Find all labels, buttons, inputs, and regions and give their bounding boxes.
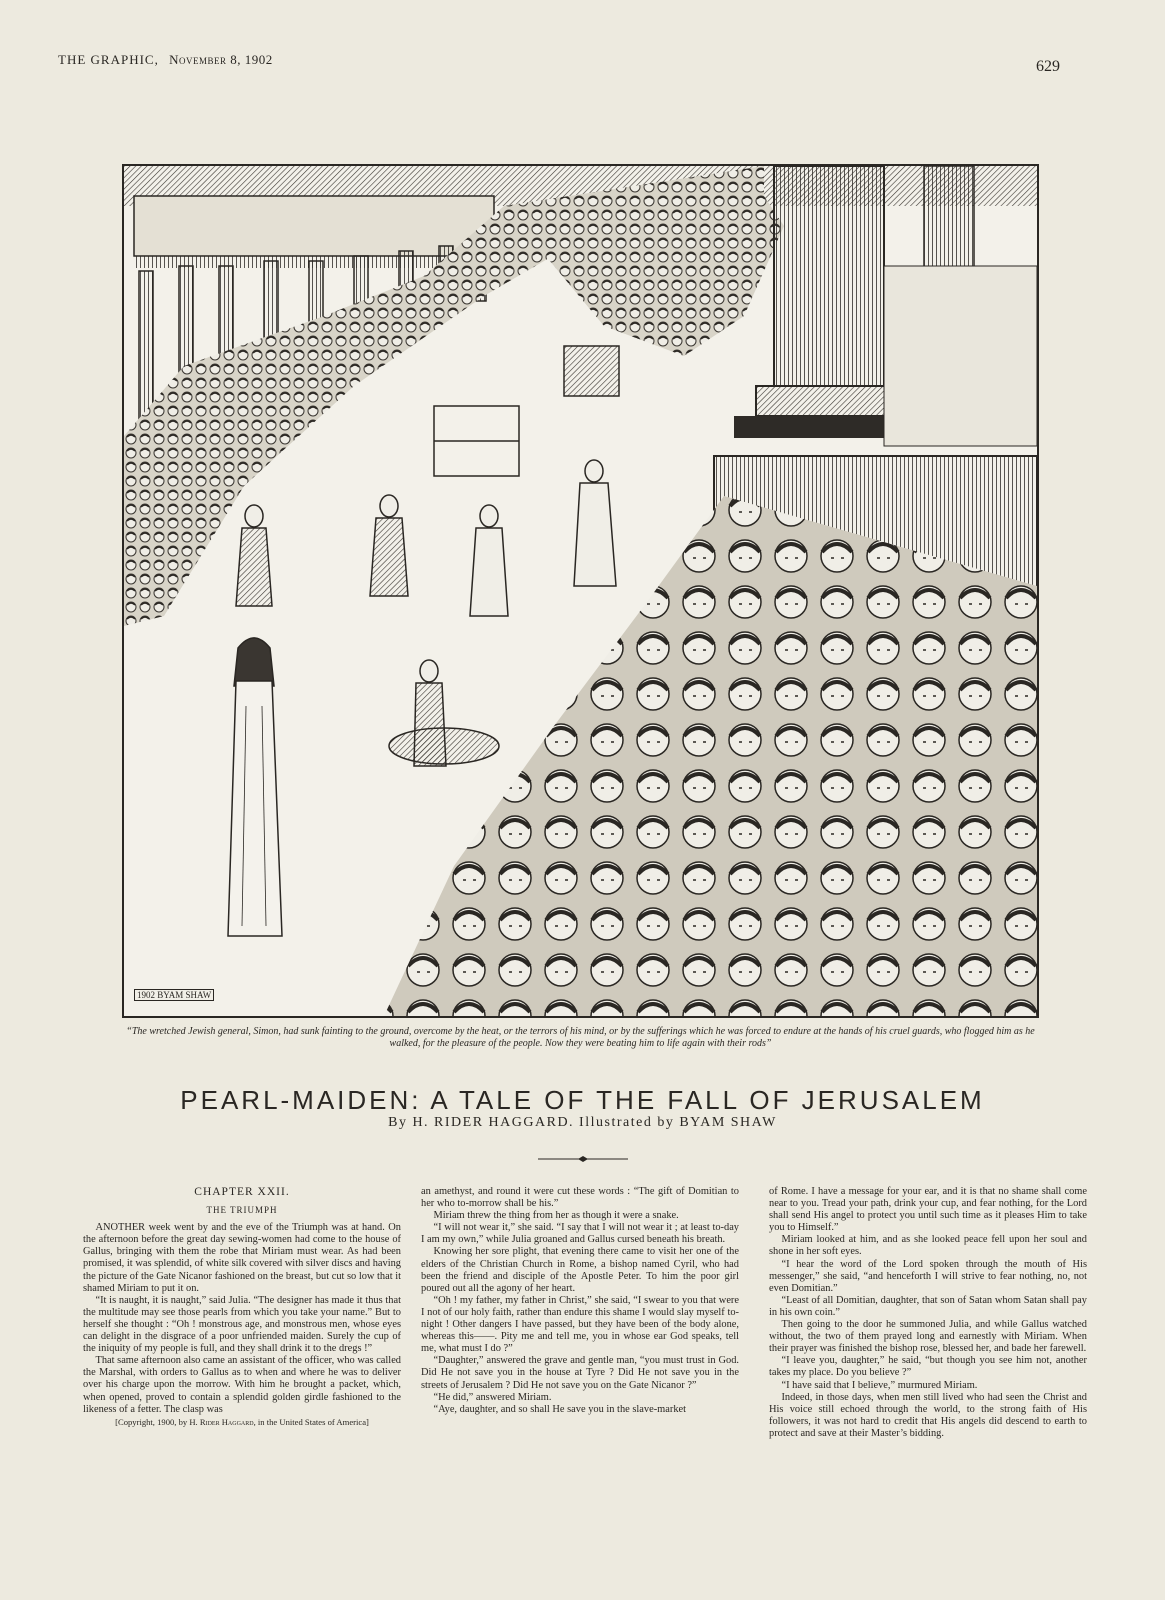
paragraph: an amethyst, and round it were cut these words : “The gift of Domitian to her who to-morrow shall be his.”	[421, 1186, 739, 1210]
paragraph: “I have said that I believe,” murmured Miriam.	[781, 1379, 978, 1391]
paragraph: “He did,” answered Miriam.	[433, 1391, 552, 1403]
paragraph: “Oh ! my father, my father in Christ,” she said, “I swear to you that were I not of our holy faith, rather than endure this shame I would slay myself to-night ! Other dangers I have passed, but they have been of the body alone, whereas this——. Pity me and tell me, you in whose ear God speaks, tell me, what must I do ?”	[421, 1294, 739, 1355]
copyright-notice	[83, 1416, 401, 1428]
paragraph: “I hear the word of the Lord spoken through the mouth of His messenger,” she said, “and henceforth I will strive to fear nothing, no, not even Domitian.”	[769, 1258, 1087, 1294]
artist-signature: 1902 BYAM SHAW	[134, 989, 214, 1001]
paragraph: ANOTHER week went by and the eve of the Triumph was at hand. On the afternoon before the great day sewing-women had come to the house of Gallus, bringing with them the robe that Miriam must wear. As had been promised, it was splendid, of white silk covered with silver discs and having the picture of the Gate Nicanor fashioned on the breast, but cut so low that it shamed Miriam to put it on.	[83, 1222, 401, 1294]
procession-engraving	[124, 166, 1037, 1016]
text-column-1	[83, 1186, 401, 1428]
copyright-suffix: , in the United States of America]	[253, 1416, 369, 1427]
paragraph: of Rome. I have a message for your ear, and it is that no shame shall come near to you. Tread your path, drink your cup, and fear nothing, for the Lord shall send His angel to protect you until such time as it pleases Him to take you to Himself.”	[769, 1186, 1087, 1234]
paragraph: “I will not wear it,” she said. “I say that I will not wear it ; at least to-day I am my own,” while Julia groaned and Gallus cursed beneath his breath.	[421, 1222, 739, 1246]
publication-name: THE GRAPHIC,	[58, 52, 159, 67]
byline: By H. RIDER HAGGARD. Illustrated by BYAM SHAW	[388, 1115, 777, 1130]
illustration-caption: “The wretched Jewish general, Simon, had sunk fainting to the ground, overcome by the heat, or the terrors of his mind, or by the sufferings which he was forced to endure at the hands of his cruel guards, who flogged him as he walked, for the pleasure of the people. Now they were beating him to life again with their rods”	[126, 1026, 1035, 1049]
chapter-subtitle: THE TRIUMPH	[206, 1205, 278, 1216]
illustration	[122, 164, 1039, 1018]
text-column-2	[421, 1186, 739, 1416]
paragraph: Indeed, in those days, when men still lived who had seen the Christ and His voice still echoed through the world, to the strong faith of His followers, it was not hard to credit that His angels did descend to earth to protect and save at their Master’s bidding.	[769, 1391, 1087, 1439]
issue-date: November 8, 1902	[169, 52, 273, 67]
page-number: 629	[1036, 58, 1060, 75]
paragraph: That same afternoon also came an assistant of the officer, who was called the Marshal, with orders to Gallus as to when and where he was to deliver over his charge upon the morrow. With him he brought a packet, which, when opened, proved to contain a splendid golden girdle fashioned to the likeness of a fetter. The clasp was	[83, 1355, 401, 1415]
paragraph: Knowing her sore plight, that evening there came to visit her one of the elders of the Christian Church in Rome, a bishop named Cyril, who had been the friend and disciple of the Apostle Peter. To him the poor girl poured out all the agony of her heart.	[421, 1246, 739, 1294]
copyright-prefix: [Copyright, 1900, by	[115, 1416, 190, 1427]
paragraph: “Daughter,” answered the grave and gentle man, “you must trust in God. Did He not save you in the house at Tyre ? Did He not save you in the streets of Jerusalem ? Did He not save you on the Gate Nicanor ?”	[421, 1355, 739, 1391]
paragraph: “Least of all Domitian, daughter, that son of Satan whom Satan shall pay in his own coin.”	[769, 1294, 1087, 1318]
article-title: PEARL-MAIDEN: A TALE OF THE FALL OF JERUSALEM	[180, 1085, 985, 1116]
text-column-3	[769, 1186, 1087, 1440]
paragraph: “Aye, daughter, and so shall He save you in the slave-market	[433, 1403, 687, 1415]
paragraph: Miriam threw the thing from her as though it were a snake.	[433, 1210, 679, 1222]
paragraph: “It is naught, it is naught,” said Julia. “The designer has made it thus that the multitude may see those pearls from which you take your name.” But to herself she thought : “Oh ! monstrous age, and monstrous men, whose eyes can delight in the disgrace of a poor unfriended maiden. Surely the cup of the iniquity of my people is full, and they shall drink it to the dregs !”	[83, 1294, 401, 1355]
ornament-divider	[538, 1155, 628, 1163]
copyright-author: H. Rider Haggard	[189, 1416, 254, 1427]
paragraph: Miriam looked at him, and as she looked peace fell upon her soul and shone in her soft eyes.	[769, 1234, 1087, 1258]
masthead	[58, 52, 273, 68]
chapter-heading: CHAPTER XXII.	[194, 1186, 290, 1198]
paragraph: Then going to the door he summoned Julia, and while Gallus watched without, the two of them prayed long and earnestly with Miriam. When their prayer was finished the bishop rose, blessed her, and bade her farewell.	[769, 1319, 1087, 1355]
paragraph: “I leave you, daughter,” he said, “but though you see him not, another takes my place. Do you believe ?”	[769, 1355, 1087, 1379]
